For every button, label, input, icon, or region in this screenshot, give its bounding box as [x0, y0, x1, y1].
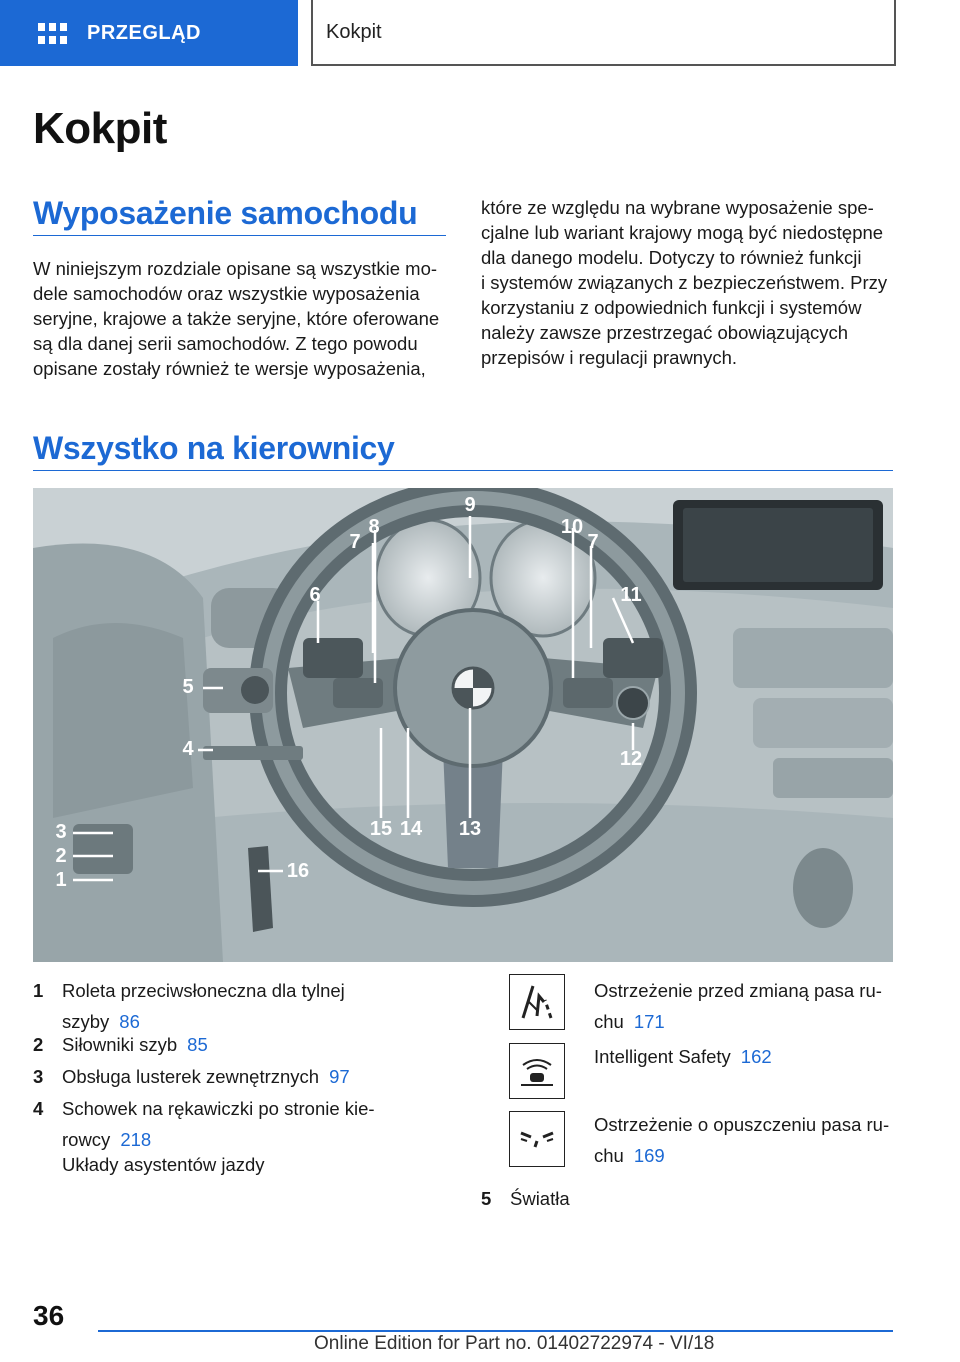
item-number: 3	[33, 1066, 44, 1087]
callout-7-left: 7	[349, 531, 361, 553]
intro-column-1: W niniejszym rozdziale opisane są wszystkie mo- dele samochodów oraz wszystkie wyposażenia seryjne, krajowe a także seryjne, które oferowane są dla danej serii samochodów. Z tego powodu opisane zostały również te wersje wyposażenia,	[33, 258, 440, 379]
page-number: 36	[33, 1300, 65, 1331]
page-link[interactable]: 162	[740, 1046, 772, 1067]
overview-tab[interactable]	[0, 0, 298, 66]
footer-rule	[98, 1330, 893, 1332]
callout-14: 14	[399, 818, 423, 840]
page-link[interactable]: 85	[187, 1034, 208, 1055]
intelligent-safety-icon	[509, 1043, 565, 1099]
section-rule	[33, 235, 446, 236]
item-label: chu	[594, 1011, 624, 1032]
callout-2: 2	[55, 845, 67, 867]
item-number: 2	[33, 1034, 44, 1055]
callout-6: 6	[309, 584, 321, 606]
section-rule	[33, 470, 893, 471]
item-number: 4	[33, 1098, 44, 1119]
item-label: Ostrzeżenie przed zmianą pasa ru-	[594, 980, 882, 1001]
callout-3: 3	[55, 821, 67, 843]
breadcrumb: Kokpit	[311, 0, 896, 66]
callout-13: 13	[458, 818, 482, 840]
lane-change-warning-icon	[509, 974, 565, 1030]
item-number: 5	[481, 1188, 492, 1209]
item-label: Światła	[510, 1188, 570, 1209]
item-label: rowcy	[62, 1129, 111, 1150]
overview-tab-label: PRZEGLĄD	[87, 21, 201, 44]
item-label: Układy asystentów jazdy	[62, 1154, 265, 1175]
page-link[interactable]: 218	[120, 1129, 152, 1150]
callout-16: 16	[286, 860, 310, 882]
callout-4: 4	[182, 738, 194, 760]
section-heading-steering: Wszystko na kierownicy	[33, 430, 395, 466]
callout-1: 1	[55, 869, 67, 891]
grid-menu-icon	[38, 22, 66, 44]
intro-column-2: które ze względu na wybrane wyposażenie spe- cjalne lub wariant krajowy mogą być niedostępne dla danego modelu. Dotyczy to również funkcji i systemów związanych z bezpieczeństwem. Przy korzystaniu z odpowiednich funkcji i systemów należy zawsze przestrzegać obowiązujących przepisów i regulacji prawnych.	[481, 197, 888, 368]
list-item	[33, 975, 463, 1035]
section-heading-equipment: Wyposażenie samochodu	[33, 195, 418, 231]
item-label: Obsługa lusterek zewnętrznych	[62, 1066, 320, 1087]
lane-departure-warning-icon	[509, 1111, 565, 1167]
callout-7-right: 7	[587, 531, 599, 553]
page-link[interactable]: 97	[329, 1066, 350, 1087]
item-label: Schowek na rękawiczki po stronie kie-	[62, 1098, 375, 1119]
item-label: Roleta przeciwsłoneczna dla tylnej	[62, 980, 345, 1001]
callout-5: 5	[182, 676, 194, 698]
callout-12: 12	[619, 748, 643, 770]
callout-9: 9	[464, 494, 476, 516]
item-number: 1	[33, 980, 44, 1001]
item-label: szyby	[62, 1011, 110, 1032]
item-label: Intelligent Safety	[594, 1046, 731, 1067]
callout-8: 8	[368, 516, 380, 538]
callout-11: 11	[620, 584, 642, 606]
footer-edition: Online Edition for Part no. 01402722974 - VI/18	[314, 1333, 715, 1354]
callout-10: 10	[560, 516, 584, 538]
page-link[interactable]: 86	[119, 1011, 140, 1032]
page-title: Kokpit	[33, 104, 167, 153]
page-link[interactable]: 171	[633, 1011, 665, 1032]
callout-15: 15	[369, 818, 393, 840]
page-link[interactable]: 169	[633, 1145, 665, 1166]
cockpit-figure	[33, 488, 893, 962]
item-label: Siłowniki szyb	[62, 1034, 178, 1055]
item-label: Ostrzeżenie o opuszczeniu pasa ru-	[594, 1114, 890, 1135]
item-label: chu	[594, 1145, 624, 1166]
